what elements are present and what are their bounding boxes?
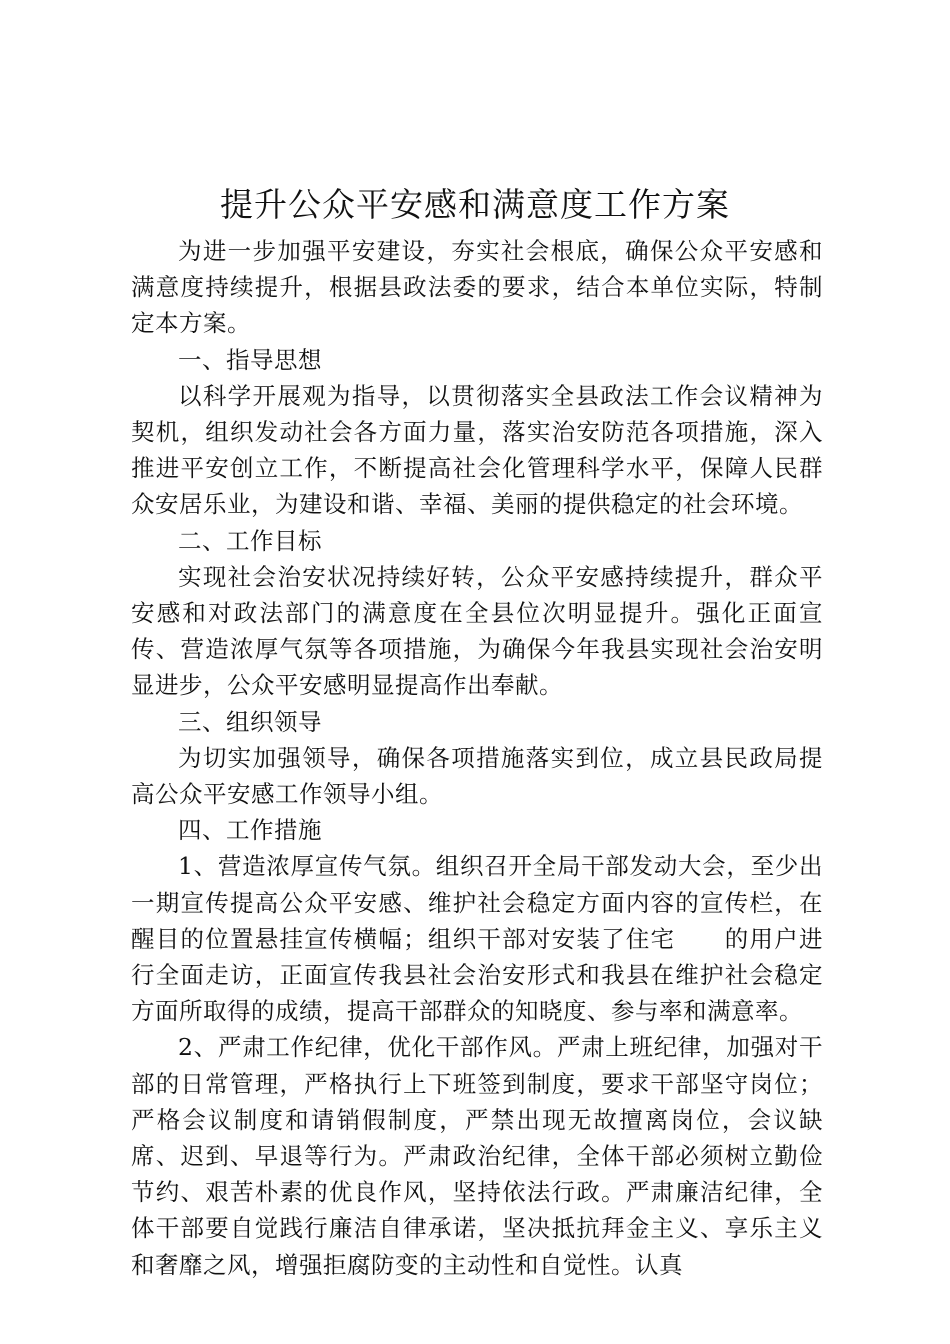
body-paragraph: 1、营造浓厚宣传气氛。组织召开全局干部发动大会，至少出一期宣传提高公众平安感、维护社会稳定方面内容的宣传栏，在醒目的位置悬挂宣传横幅；组织干部对安装了住宅 的用户进行全面走访，正面宣传我县社会治安形式和我县在维护社会稳定方面所取得的成绩，提高干部群众的知晓度、参与率和满意率。 [131, 852, 823, 1026]
section-heading: 一、指导思想 [178, 345, 322, 374]
document-body [131, 233, 823, 1283]
section-heading: 四、工作措施 [178, 816, 322, 845]
document-title: 提升公众平安感和满意度工作方案 [220, 185, 730, 224]
body-paragraph: 以科学开展观为指导，以贯彻落实全县政法工作会议精神为契机，组织发动社会各方面力量，落实治安防范各项措施，深入推进平安创立工作，不断提高社会化管理科学水平，保障人民群众安居乐业，为建设和谐、幸福、美丽的提供稳定的社会环境。 [131, 381, 823, 519]
section-heading: 三、组织领导 [178, 707, 322, 736]
body-paragraph: 2、严肃工作纪律，优化干部作风。严肃上班纪律，加强对干部的日常管理，严格执行上下班签到制度，要求干部坚守岗位；严格会议制度和请销假制度，严禁出现无故擅离岗位，会议缺席、迟到、早退等行为。严肃政治纪律，全体干部必须树立勤俭节约、艰苦朴素的优良作风，坚持依法行政。严肃廉洁纪律，全体干部要自觉践行廉洁自律承诺，坚决抵抗拜金主义、享乐主义和奢靡之风，增强拒腐防变的主动性和自觉性。认真 [131, 1033, 823, 1279]
intro-paragraph: 为进一步加强平安建设，夯实社会根底，确保公众平安感和满意度持续提升，根据县政法委的要求，结合本单位实际，特制定本方案。 [131, 237, 823, 338]
section-heading: 二、工作目标 [178, 526, 322, 555]
body-paragraph: 为切实加强领导，确保各项措施落实到位，成立县民政局提高公众平安感工作领导小组。 [131, 743, 823, 809]
body-paragraph: 实现社会治安状况持续好转，公众平安感持续提升，群众平安感和对政法部门的满意度在全县位次明显提升。强化正面宣传、营造浓厚气氛等各项措施，为确保今年我县实现社会治安明显进步，公众平安感明显提高作出奉献。 [131, 562, 823, 700]
